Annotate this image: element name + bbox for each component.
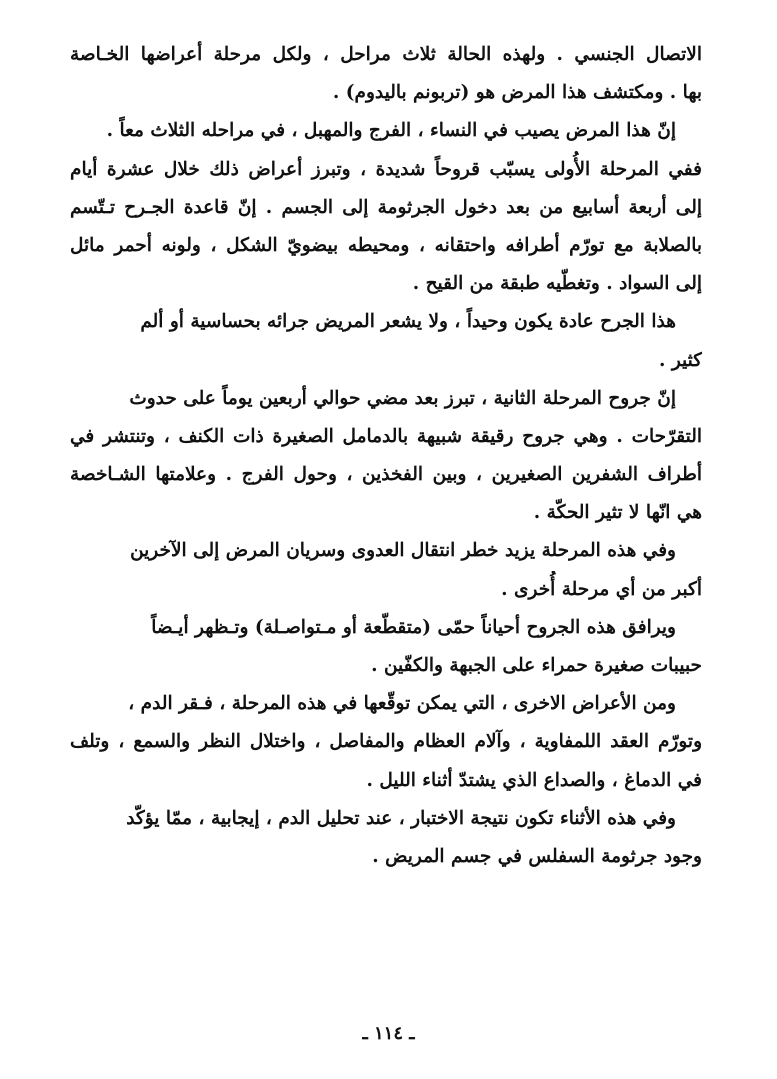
text-line: التقرّحات . وهي جروح رقيقة شبيهة بالدمامل الصغيرة ذات الكنف ، وتنتشر في [70,425,702,447]
text-line: هي انّها لا تثير الحكّة . [533,502,702,524]
text-line: إلى أربعة أسابيع من بعد دخول الجرثومة إلى الجسم . إنّ قاعدة الجـرح تـتّسم [70,196,702,218]
paragraph [70,532,702,608]
text-line: أكبر من أي مرحلة أُخرى . [501,578,702,600]
text-line: إنّ جروح المرحلة الثانية ، تبرز بعد مضي حوالي أربعين يوماً على حدوث [129,387,676,409]
text-line: أطراف الشفرين الصغيرين ، وبين الفخذين ، وحول الفرج . وعلامتها الشـاخصة [70,464,702,486]
text-line: ويرافق هذه الجروح أحياناً حمّى (متقطّعة أو مـتواصـلة) وتـظهر أيـضاً [151,616,676,638]
text-line: الاتصال الجنسي . ولهذه الحالة ثلاث مراحل ، ولكل مرحلة أعراضها الخـاصة [70,44,702,65]
text-line: هذا الجرح عادة يكون وحيداً ، ولا يشعر المريض جرائه بحساسية أو ألم [140,311,676,333]
text-line: وجود جرثومة السفلس في جسم المريض . [372,845,702,867]
paragraph [70,36,702,112]
page-number: ـ ١١٤ ـ [362,1023,415,1044]
text-line: إنّ هذا المرض يصيب في النساء ، الفرج والمهبل ، في مراحله الثلاث معاً . [106,120,676,142]
text-line: ففي المرحلة الأُولى يسبّب قروحاً شديدة ، وتبرز أعراض ذلك خلال عشرة أيام [70,158,702,180]
paragraph [70,303,702,379]
paragraph [70,112,702,303]
text-line: حبيبات صغيرة حمراء على الجبهة والكفّين . [371,655,702,676]
text-line: في الدماغ ، والصداع الذي يشتدّ أثناء الليل . [366,769,702,791]
text-line: ومن الأعراض الاخرى ، التي يمكن توقّعها في هذه المرحلة ، فـقر الدم ، [128,693,676,715]
text-line: كثير . [658,349,702,371]
paragraph [70,380,702,533]
text-line: بالصلابة مع تورّم أطرافه واحتقانه ، ومحيطه بيضويّ الشكل ، ولونه أحمر مائل [70,234,702,256]
page-body [70,36,702,876]
paragraph [70,685,702,800]
text-line: وفي هذه الأثناء تكون نتيجة الاختبار ، عند تحليل الدم ، إيجابية ، ممّا يؤكّد [126,807,676,829]
text-line: إلى السواد . وتغطّيه طبقة من القيح . [412,273,702,295]
text-line: وفي هذه المرحلة يزيد خطر انتقال العدوى وسريان المرض إلى الآخرين [130,540,676,562]
text-line: وتورّم العقد اللمفاوية ، وآلام العظام والمفاصل ، واختلال النظر والسمع ، وتلف [70,731,702,753]
paragraph [70,609,702,685]
text-line: بها . ومكتشف هذا المرض هو (تربونم باليدوم) . [332,82,702,104]
paragraph [70,800,702,876]
